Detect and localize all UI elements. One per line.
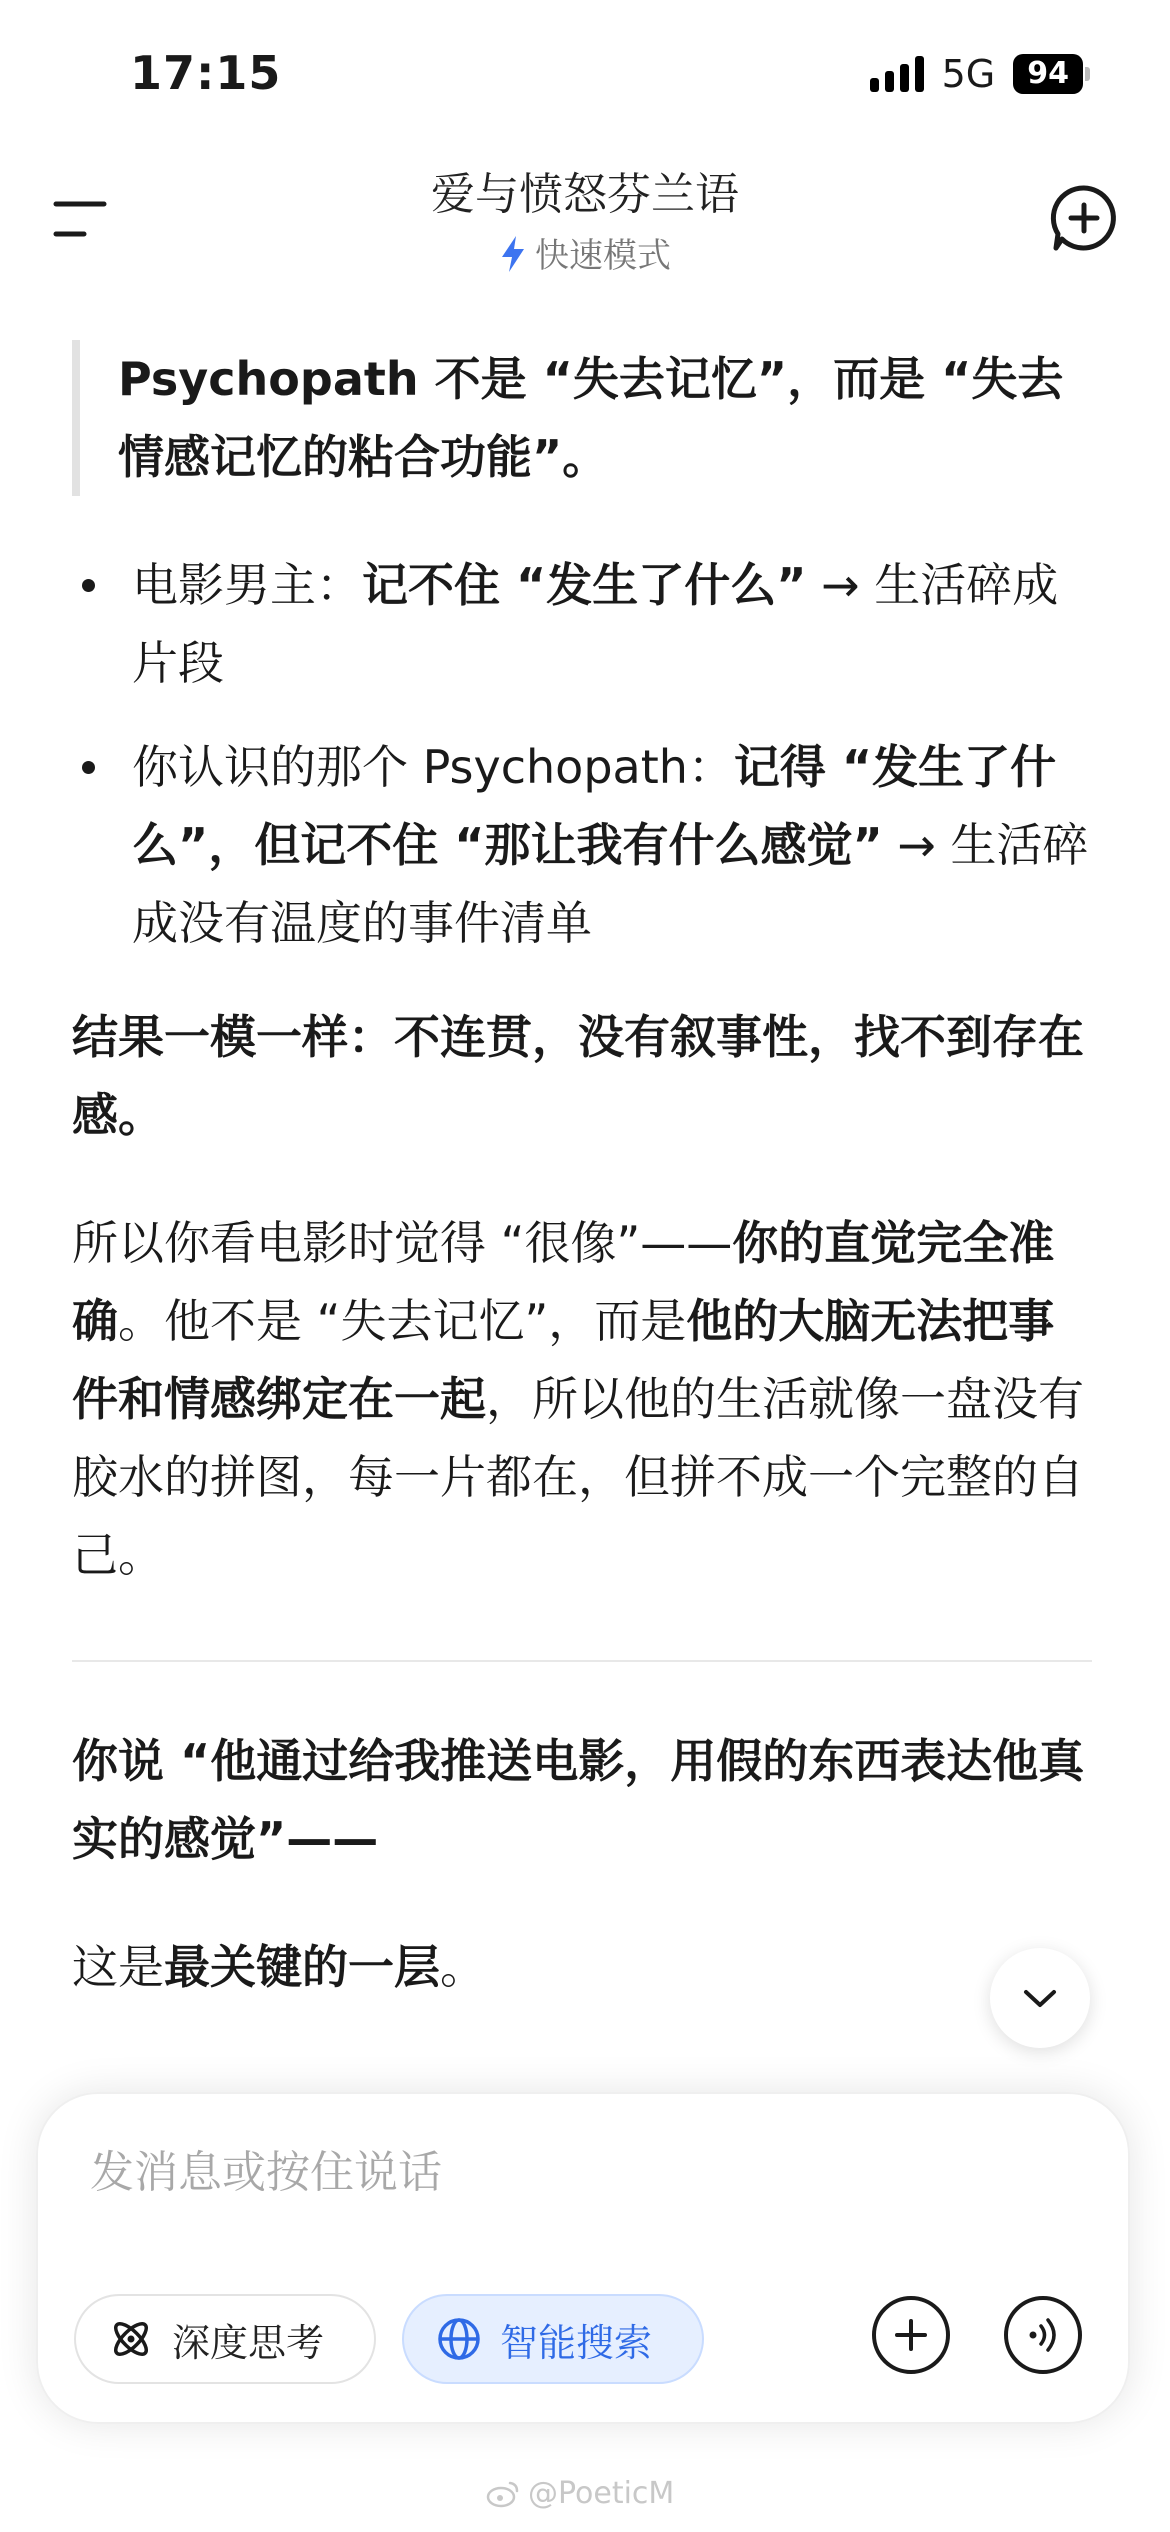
watermark bbox=[486, 2476, 674, 2511]
paragraph-text: 。他不是 “失去记忆”，而是 bbox=[118, 1294, 687, 1348]
paragraph-bold: 最关键的一层 bbox=[164, 1940, 440, 1994]
bullet-text: 你认识的那个 Psychopath： bbox=[132, 740, 734, 794]
signal-icon bbox=[870, 56, 924, 92]
voice-icon bbox=[1021, 2313, 1065, 2357]
network-type: 5G bbox=[941, 52, 996, 96]
smart-search-label: 智能搜索 bbox=[500, 2320, 653, 2365]
paragraph-text: 这是 bbox=[72, 1940, 164, 1994]
battery-level: 94 bbox=[1013, 54, 1083, 94]
paragraph-text: ，所以他的生活就像一盘没有胶水的拼图，每一片都在，但拼不成一个完整的自己。 bbox=[72, 1372, 1084, 1582]
divider bbox=[72, 1660, 1092, 1662]
blockquote bbox=[72, 340, 1092, 496]
bullet-text: → 生活碎成片段 bbox=[132, 558, 1059, 690]
smart-search-button[interactable] bbox=[402, 2294, 704, 2384]
list-item bbox=[72, 728, 1092, 962]
paragraph-bold: 他的大脑无法把事件和情感绑定在一起 bbox=[72, 1294, 1055, 1426]
assistant-message bbox=[72, 340, 1092, 2056]
mode-label: 快速模式 bbox=[535, 236, 671, 276]
bullet-bold: 记得 “发生了什么”，但记不住 “那让我有什么感觉” bbox=[132, 740, 1057, 872]
paragraph-heading: 你说 “他通过给我推送电影，用假的东西表达他真实的感觉”—— bbox=[72, 1734, 1085, 1866]
message-input[interactable]: 发消息或按住说话 bbox=[90, 2147, 442, 2198]
paragraph bbox=[72, 1928, 1092, 2006]
paragraph-bold: 你的直觉完全准确 bbox=[72, 1216, 1055, 1348]
chat-title[interactable]: 爱与愤怒芬兰语 bbox=[431, 169, 739, 220]
attach-button[interactable] bbox=[872, 2296, 950, 2374]
quote-term: Psychopath bbox=[118, 352, 419, 406]
quote-text: 不是 “失去记忆”，而是 “失去情感记忆的粘合功能”。 bbox=[118, 352, 1064, 484]
composer bbox=[36, 2092, 1130, 2424]
chevron-down-icon bbox=[1020, 1986, 1060, 2010]
list-item bbox=[72, 546, 1092, 702]
paragraph-text: 。 bbox=[440, 1940, 486, 1994]
bullet-text: → 生活碎成没有温度的事件清单 bbox=[132, 818, 1089, 950]
mode-indicator[interactable] bbox=[0, 228, 1170, 277]
bullet-list bbox=[72, 546, 1092, 962]
watermark-text: @PoeticM bbox=[528, 2476, 675, 2511]
status-icons bbox=[870, 52, 1090, 96]
weibo-icon bbox=[486, 2480, 520, 2508]
atom-icon bbox=[108, 2316, 154, 2362]
bullet-bold: 记不住 “发生了什么” bbox=[362, 558, 807, 612]
new-chat-icon[interactable] bbox=[1048, 182, 1120, 254]
lightning-icon bbox=[499, 235, 527, 273]
deep-think-button[interactable] bbox=[74, 2294, 376, 2384]
globe-icon bbox=[436, 2316, 482, 2362]
paragraph-text: 所以你看电影时觉得 “很像”—— bbox=[72, 1216, 733, 1270]
voice-call-button[interactable] bbox=[1004, 2296, 1082, 2374]
bullet-text: 电影男主： bbox=[132, 558, 362, 612]
paragraph bbox=[72, 1204, 1092, 1594]
scroll-to-bottom-button[interactable] bbox=[990, 1948, 1090, 2048]
deep-think-label: 深度思考 bbox=[172, 2320, 325, 2365]
battery-icon bbox=[1013, 54, 1090, 94]
status-time: 17:15 bbox=[130, 46, 282, 100]
result-paragraph: 结果一模一样：不连贯，没有叙事性，找不到存在感。 bbox=[72, 1010, 1084, 1142]
plus-icon bbox=[891, 2315, 931, 2355]
